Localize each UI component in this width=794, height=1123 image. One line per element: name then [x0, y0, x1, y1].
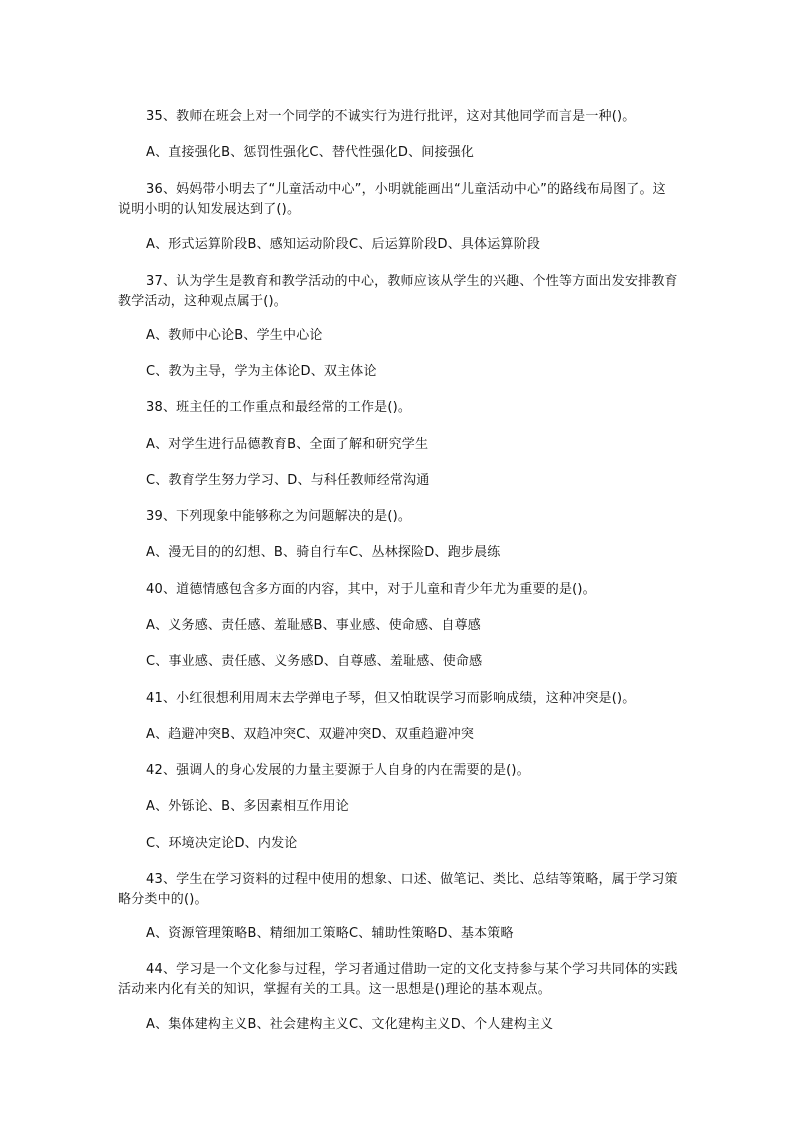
question-35-options: A、直接强化B、惩罚性强化C、替代性强化D、间接强化: [146, 145, 475, 160]
question-37: 37、认为学生是教育和教学活动的中心，教师应该从学生的兴趣、个性等方面出发安排教育教学活动，这种观点属于()。: [118, 274, 678, 309]
question-38-options-2: C、教育学生努力学习、D、与科任教师经常沟通: [146, 473, 430, 488]
question-38: 38、班主任的工作重点和最经常的工作是()。: [146, 400, 412, 415]
question-36-options: A、形式运算阶段B、感知运动阶段C、后运算阶段D、具体运算阶段: [146, 237, 541, 252]
question-42: 42、强调人的身心发展的力量主要源于人自身的内在需要的是()。: [146, 763, 530, 778]
question-41: 41、小红很想利用周末去学弹电子琴，但又怕耽误学习而影响成绩，这种冲突是()。: [146, 691, 636, 706]
question-43: 43、学生在学习资料的过程中使用的想象、口述、做笔记、类比、总结等策略，属于学习策略分类中的()。: [118, 872, 678, 907]
question-39: 39、下列现象中能够称之为问题解决的是()。: [146, 509, 412, 524]
question-42-options-2: C、环境决定论D、内发论: [146, 836, 298, 851]
question-44: 44、学习是一个文化参与过程，学习者通过借助一定的文化支持参与某个学习共同体的实践活动来内化有关的知识，掌握有关的工具。这一思想是()理论的基本观点。: [118, 962, 678, 997]
question-37-options-1: A、教师中心论B、学生中心论: [146, 328, 323, 343]
question-39-options: A、漫无目的的幻想、B、骑自行车C、丛林探险D、跑步晨练: [146, 545, 501, 560]
question-41-options: A、趋避冲突B、双趋冲突C、双避冲突D、双重趋避冲突: [146, 727, 475, 742]
question-40-options-2: C、事业感、责任感、义务感D、自尊感、羞耻感、使命感: [146, 654, 483, 669]
question-36: 36、妈妈带小明去了“儿童活动中心”，小明就能画出“儿童活动中心”的路线布局图了。这说明小明的认知发展达到了()。: [118, 182, 666, 217]
question-43-options: A、资源管理策略B、精细加工策略C、辅助性策略D、基本策略: [146, 926, 514, 941]
question-42-options-1: A、外铄论、B、多因素相互作用论: [146, 799, 350, 814]
question-38-options-1: A、对学生进行品德教育B、全面了解和研究学生: [146, 437, 429, 452]
question-40-options-1: A、义务感、责任感、羞耻感B、事业感、使命感、自尊感: [146, 618, 482, 633]
question-37-options-2: C、教为主导，学为主体论D、双主体论: [146, 364, 377, 379]
question-35: 35、教师在班会上对一个同学的不诚实行为进行批评，这对其他同学而言是一种()。: [146, 109, 636, 124]
question-44-options: A、集体建构主义B、社会建构主义C、文化建构主义D、个人建构主义: [146, 1017, 554, 1032]
question-40: 40、道德情感包含多方面的内容，其中，对于儿童和青少年尤为重要的是()。: [146, 582, 596, 597]
